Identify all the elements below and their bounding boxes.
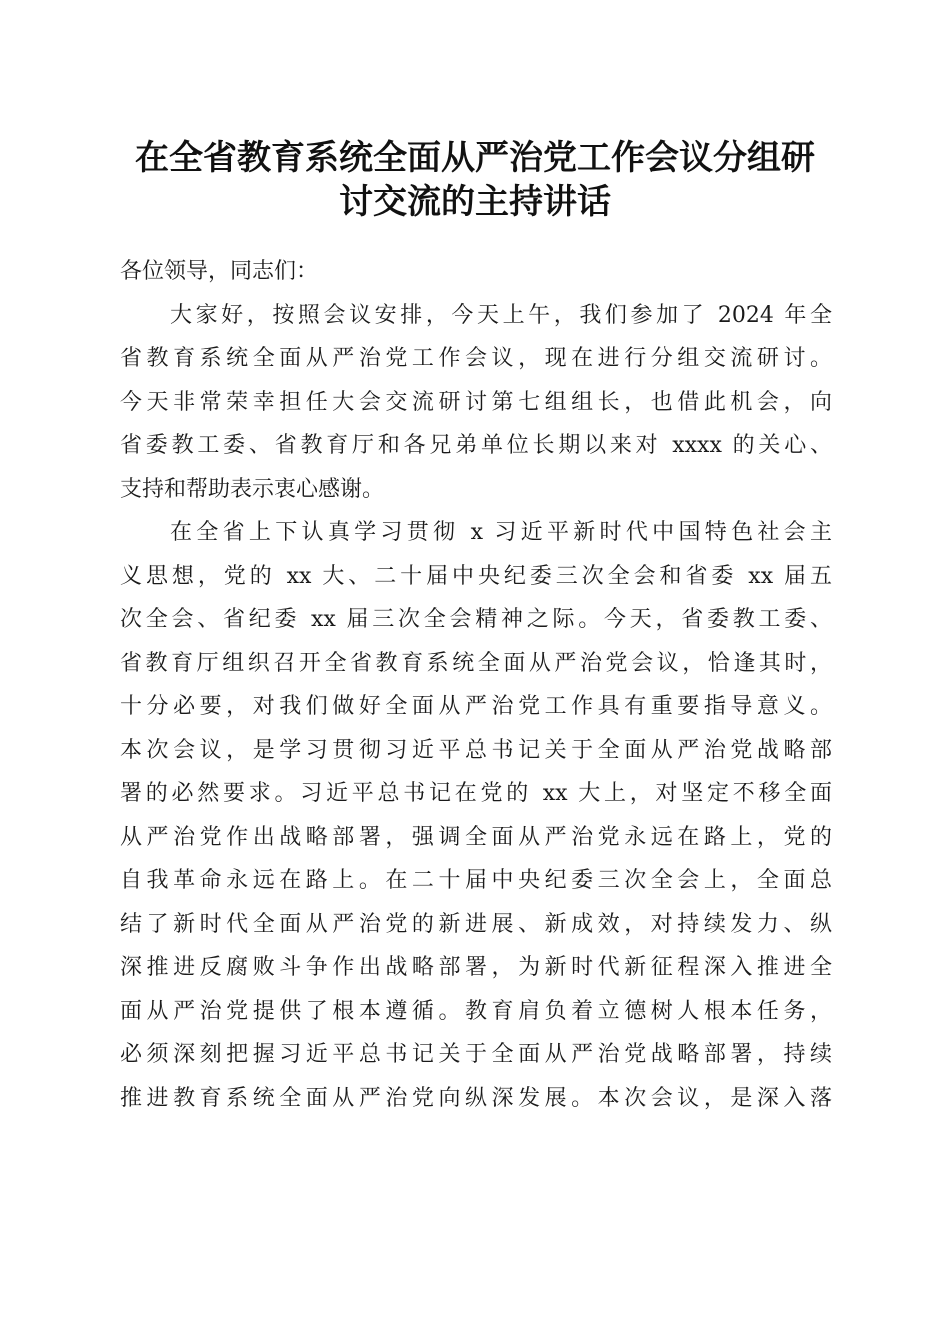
paragraph-2-line: 结了新时代全面从严治党的新进展、新成效，对持续发力、纵	[120, 911, 832, 937]
salutation: 各位领导，同志们：	[120, 259, 319, 284]
paragraph-2-line: 必须深刻把握习近平总书记关于全面从严治党战略部署，持续	[120, 1042, 832, 1067]
paragraph-1-line: 省教育系统全面从严治党工作会议，现在进行分组交流研讨。	[120, 346, 832, 371]
paragraph-2-line: 十分必要，对我们做好全面从严治党工作具有重要指导意义。	[120, 694, 832, 719]
paragraph-2-line: 在全省上下认真学习贯彻 x 习近平新时代中国特色社会主	[170, 520, 832, 545]
paragraph-2-line: 义思想，党的 xx 大、二十届中央纪委三次全会和省委 xx 届五	[120, 563, 832, 589]
paragraph-1-line: 省委教工委、省教育厅和各兄弟单位长期以来对 xxxx 的关心、	[120, 433, 832, 458]
paragraph-2-line: 从严治党作出战略部署，强调全面从严治党永远在路上，党的	[120, 824, 832, 850]
paragraph-1-line: 支持和帮助表示衷心感谢。	[120, 476, 385, 502]
paragraph-2-line: 面从严治党提供了根本遵循。教育肩负着立德树人根本任务，	[120, 998, 832, 1024]
paragraph-1-line: 大家好，按照会议安排，今天上午，我们参加了 2024 年全	[170, 302, 832, 328]
paragraph-2-line: 省教育厅组织召开全省教育系统全面从严治党会议，恰逢其时，	[120, 650, 832, 676]
paragraph-2-line: 次全会、省纪委 xx 届三次全会精神之际。今天，省委教工委、	[120, 607, 832, 632]
title-line: 在全省教育系统全面从严治党工作会议分组研	[135, 138, 815, 178]
paragraph-1-line: 今天非常荣幸担任大会交流研讨第七组组长，也借此机会，向	[120, 389, 832, 415]
paragraph-2-line: 深推进反腐败斗争作出战略部署，为新时代新征程深入推进全	[120, 955, 832, 980]
title-line: 讨交流的主持讲话	[339, 182, 611, 222]
paragraph-2-line: 署的必然要求。习近平总书记在党的 xx 大上，对坚定不移全面	[120, 781, 832, 806]
paragraph-2-line: 本次会议，是学习贯彻习近平总书记关于全面从严治党战略部	[120, 737, 832, 763]
document-body	[120, 250, 832, 1120]
paragraph-2-line: 自我革命永远在路上。在二十届中央纪委三次全会上，全面总	[120, 868, 832, 893]
paragraph-2-line: 推进教育系统全面从严治党向纵深发展。本次会议，是深入落	[120, 1085, 832, 1111]
document-title	[110, 136, 840, 224]
